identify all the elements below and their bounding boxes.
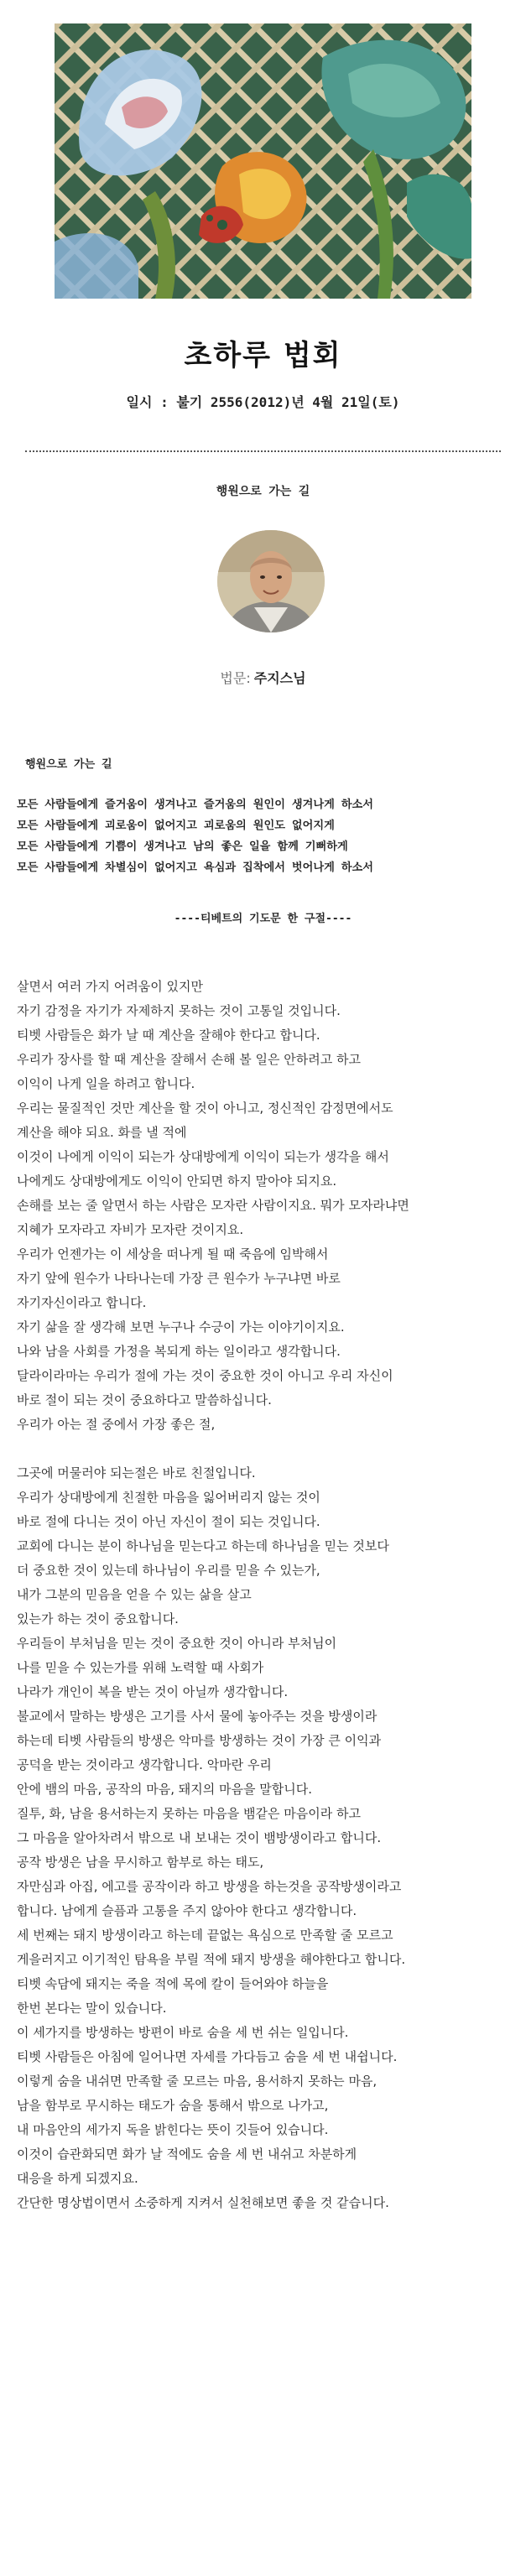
paragraph — [17, 1461, 513, 2215]
text-line: 우리가 언젠가는 이 세상을 떠나게 될 때 죽음에 임박해서 — [17, 1246, 329, 1262]
sermon-text — [17, 975, 513, 2215]
event-date: 일시 : 불기 2556(2012)년 4월 21일(토) — [126, 394, 400, 410]
text-line: 하는데 티벳 사람들의 방생은 악마를 방생하는 것이 가장 큰 이익과 — [17, 1733, 382, 1748]
prayer-block — [17, 794, 512, 878]
text-line: 자만심과 아집, 에고를 공작이라 하고 방생을 하는것을 공작방생이라고 — [17, 1879, 402, 1894]
prayer-line: 모든 사람들에게 차별심이 없어지고 욕심과 집착에서 벗어나게 하소서 — [17, 861, 374, 874]
prayer-source: ----티베트의 기도문 한 구절---- — [174, 913, 352, 925]
text-line: 공작 방생은 남을 무시하고 함부로 하는 태도, — [17, 1855, 264, 1870]
prayer-line: 모든 사람들에게 즐거움이 생겨나고 즐거움의 원인이 생겨나게 하소서 — [17, 799, 374, 811]
text-line: 공덕을 받는 것이라고 생각합니다. 악마란 우리 — [17, 1757, 272, 1772]
text-line: 달라이라마는 우리가 절에 가는 것이 중요한 것이 아니고 우리 자신이 — [17, 1368, 393, 1383]
text-line: 자기자신이라고 합니다. — [17, 1295, 147, 1310]
text-line: 우리들이 부처님을 믿는 것이 중요한 것이 아니라 부처님이 — [17, 1636, 337, 1651]
prayer-heading: 행원으로 가는 길 — [25, 758, 112, 771]
speaker-avatar — [217, 530, 325, 632]
text-line: 자기 감정을 자기가 자제하지 못하는 것이 고통일 것입니다. — [17, 1003, 341, 1018]
text-line: 티벳 사람들은 아침에 일어나면 자세를 가다듬고 숨을 세 번 내쉽니다. — [17, 2049, 398, 2064]
text-line: 바로 절이 되는 것이 중요하다고 말씀하십니다. — [17, 1392, 272, 1408]
paragraph — [17, 975, 513, 1437]
text-line: 티벳 사람들은 화가 날 때 계산을 잘해야 한다고 합니다. — [17, 1028, 320, 1043]
text-line: 합니다. 남에게 슬픔과 고통을 주지 않아야 한다고 생각합니다. — [17, 1903, 357, 1918]
text-line: 우리가 아는 절 중에서 가장 좋은 절, — [17, 1417, 216, 1432]
text-line: 질투, 화, 남을 용서하는지 못하는 마음을 뱀같은 마음이라 하고 — [17, 1806, 361, 1821]
text-line: 나에게도 상대방에게도 이익이 안되면 하지 말아야 되지요. — [17, 1174, 337, 1189]
text-line: 이것이 습관화되면 화가 날 적에도 숨을 세 번 내쉬고 차분하게 — [17, 2147, 357, 2162]
text-line: 자기 삶을 잘 생각해 보면 누구나 수긍이 가는 이야기이지요. — [17, 1319, 345, 1335]
text-line: 불교에서 말하는 방생은 고기를 사서 물에 놓아주는 것을 방생이라 — [17, 1709, 378, 1724]
text-line: 나와 남을 사회를 가정을 복되게 하는 일이라고 생각합니다. — [17, 1344, 341, 1359]
text-line: 내가 그분의 믿음을 얻을 수 있는 삶을 살고 — [17, 1587, 252, 1602]
text-line: 우리가 장사를 할 때 계산을 잘해서 손해 볼 일은 안하려고 하고 — [17, 1052, 361, 1067]
text-line: 교회에 다니는 분이 하나님을 믿는다고 하는데 하나님을 믿는 것보다 — [17, 1538, 389, 1553]
text-line: 나라가 개인이 복을 받는 것이 아닐까 생각합니다. — [17, 1684, 289, 1699]
text-line: 간단한 명상법이면서 소중하게 지켜서 실천해보면 좋을 것 같습니다. — [17, 2195, 389, 2210]
lotus-lattice-image — [55, 23, 471, 299]
speaker-line — [0, 668, 526, 687]
text-line: 손해를 보는 줄 알면서 하는 사람은 모자란 사람이지요. 뭐가 모자라냐면 — [17, 1198, 409, 1213]
page-title: 초하루 법회 — [184, 339, 342, 372]
text-line: 한번 본다는 말이 있습니다. — [17, 2001, 167, 2016]
text-line: 나를 믿을 수 있는가를 위해 노력할 때 사회가 — [17, 1660, 264, 1675]
text-line: 지혜가 모자라고 자비가 모자란 것이지요. — [17, 1222, 244, 1237]
text-line: 바로 절에 다니는 것이 아닌 자신이 절이 되는 것입니다. — [17, 1514, 320, 1529]
text-line: 남을 함부로 무시하는 태도가 숨을 통해서 밖으로 나가고, — [17, 2098, 329, 2113]
text-line: 안에 뱀의 마음, 공작의 마음, 돼지의 마음을 말합니다. — [17, 1782, 312, 1797]
text-line: 계산을 해야 되요. 화를 낼 적에 — [17, 1125, 187, 1140]
divider — [25, 450, 501, 452]
text-line: 이렇게 숨을 내쉬면 만족할 줄 모르는 마음, 용서하지 못하는 마음, — [17, 2074, 378, 2089]
prayer-line: 모든 사람들에게 기쁨이 생겨나고 남의 좋은 일을 함께 기뻐하게 — [17, 840, 348, 853]
text-line: 티벳 속담에 돼지는 죽을 적에 목에 칼이 들어와야 하늘을 — [17, 1976, 329, 1991]
text-line: 그곳에 머물러야 되는절은 바로 친절입니다. — [17, 1465, 256, 1481]
text-line: 이익이 나게 일을 하려고 합니다. — [17, 1076, 195, 1091]
text-line: 살면서 여러 가지 어려움이 있지만 — [17, 979, 203, 994]
text-line: 이 세가지를 방생하는 방편이 바로 숨을 세 번 쉬는 일입니다. — [17, 2025, 349, 2040]
text-line: 자기 앞에 원수가 나타나는데 가장 큰 원수가 누구냐면 바로 — [17, 1271, 341, 1286]
text-line: 우리가 상대방에게 친절한 마음을 잃어버리지 않는 것이 — [17, 1490, 320, 1505]
speaker-label: 법문: — [220, 670, 251, 686]
speaker-name: 주지스님 — [253, 670, 306, 686]
text-line: 더 중요한 것이 있는데 하나님이 우리를 믿을 수 있는가, — [17, 1563, 320, 1578]
text-line: 게을러지고 이기적인 탐욕을 부릴 적에 돼지 방생을 해야한다고 합니다. — [17, 1952, 406, 1967]
text-line: 대응을 하게 되겠지요. — [17, 2171, 138, 2186]
prayer-line: 모든 사람들에게 괴로움이 없어지고 괴로움의 원인도 없어지게 — [17, 820, 335, 832]
text-line: 있는가 하는 것이 중요합니다. — [17, 1611, 179, 1626]
talk-subtitle: 행원으로 가는 길 — [216, 485, 310, 498]
text-line: 내 마음안의 세가지 독을 밝힌다는 뜻이 깃들어 있습니다. — [17, 2122, 329, 2137]
text-line: 이것이 나에게 이익이 되는가 상대방에게 이익이 되는가 생각을 해서 — [17, 1149, 389, 1164]
text-line: 세 번째는 돼지 방생이라고 하는데 끝없는 욕심으로 만족할 줄 모르고 — [17, 1928, 393, 1943]
text-line: 그 마음을 알아차려서 밖으로 내 보내는 것이 뱀방생이라고 합니다. — [17, 1830, 382, 1845]
text-line: 우리는 물질적인 것만 계산을 할 것이 아니고, 정신적인 감정면에서도 — [17, 1101, 393, 1116]
